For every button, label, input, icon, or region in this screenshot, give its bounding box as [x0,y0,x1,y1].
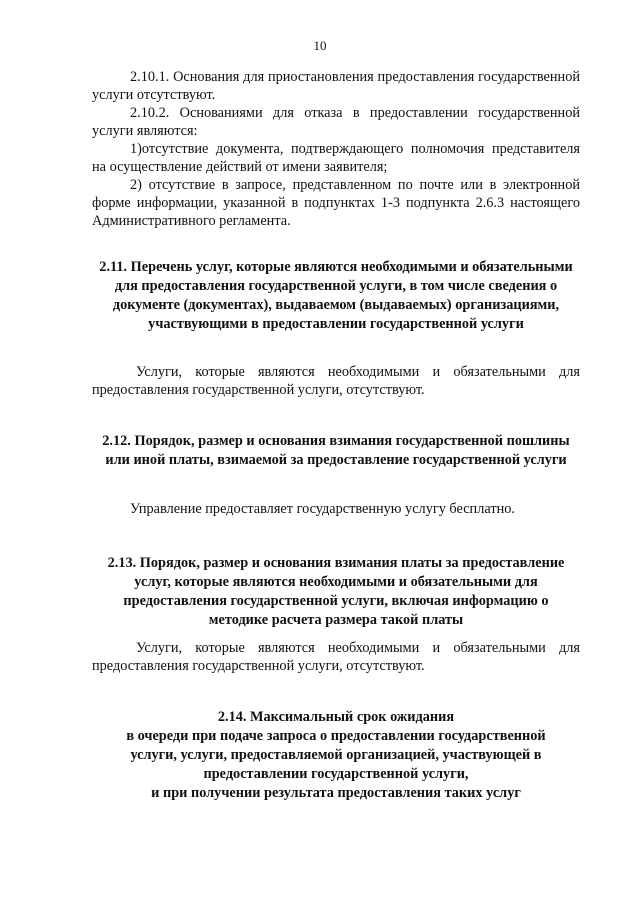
paragraph-2-11: Услуги, которые являются необходимыми и обязательными для предоставления государственной услуги, отсутствуют. [92,364,580,398]
heading-2-14-line-1: в очереди при подаче запроса о предоставлении государственной [126,728,546,744]
heading-2-12: 2.12. Порядок, размер и основания взимания государственной пошлины или иной платы, взимаемой за предоставление государственной услуги [102,433,570,468]
section-2-13-body [92,639,580,675]
heading-2-14-line-3: предоставлении государственной услуги, [203,766,469,782]
heading-2-14-title: 2.14. Максимальный срок ожидания [217,709,455,725]
heading-2-14 [92,708,580,803]
section-2-12-body [92,500,580,518]
paragraph-2-10-1: 2.10.1. Основания для приостановления предоставления государственной услуги отсутствуют. [92,69,580,103]
paragraph-2-12: Управление предоставляет государственную услугу бесплатно. [130,501,515,517]
heading-2-13: 2.13. Порядок, размер и основания взимания платы за предоставление услуг, которые являются необходимыми и обязательными для предоставления государственной услуги, включая информацию о методике расчета размера такой платы [107,555,565,628]
paragraph-2-13: Услуги, которые являются необходимыми и обязательными для предоставления государственной услуги, отсутствуют. [92,640,580,674]
paragraph-2-10-2: 2.10.2. Основаниями для отказа в предоставлении государственной услуги являются: [92,105,580,139]
heading-2-14-line-2: услуги, услуги, предоставляемой организацией, участвующей в [130,747,542,763]
section-2-11-body [92,363,580,399]
page-number: 10 [313,38,327,53]
section-2-10 [92,68,580,230]
paragraph-item-2: 2) отсутствие в запросе, представленном по почте или в электронной форме информации, указанной в подпунктах 1-3 подпункта 2.6.3 настоящего Административного регламента. [92,177,580,229]
heading-2-14-line-4: и при получении результата предоставления таких услуг [151,785,521,801]
heading-2-11: 2.11. Перечень услуг, которые являются необходимыми и обязательными для предоставления государственной услуги, в том числе сведения о документе (документах), выдаваемом (выдаваемых) организациями, участвующими в предоставлении государственной услуги [99,259,573,332]
paragraph-item-1: 1)отсутствие документа, подтверждающего полномочия представителя на осуществление действий от имени заявителя; [92,141,580,175]
